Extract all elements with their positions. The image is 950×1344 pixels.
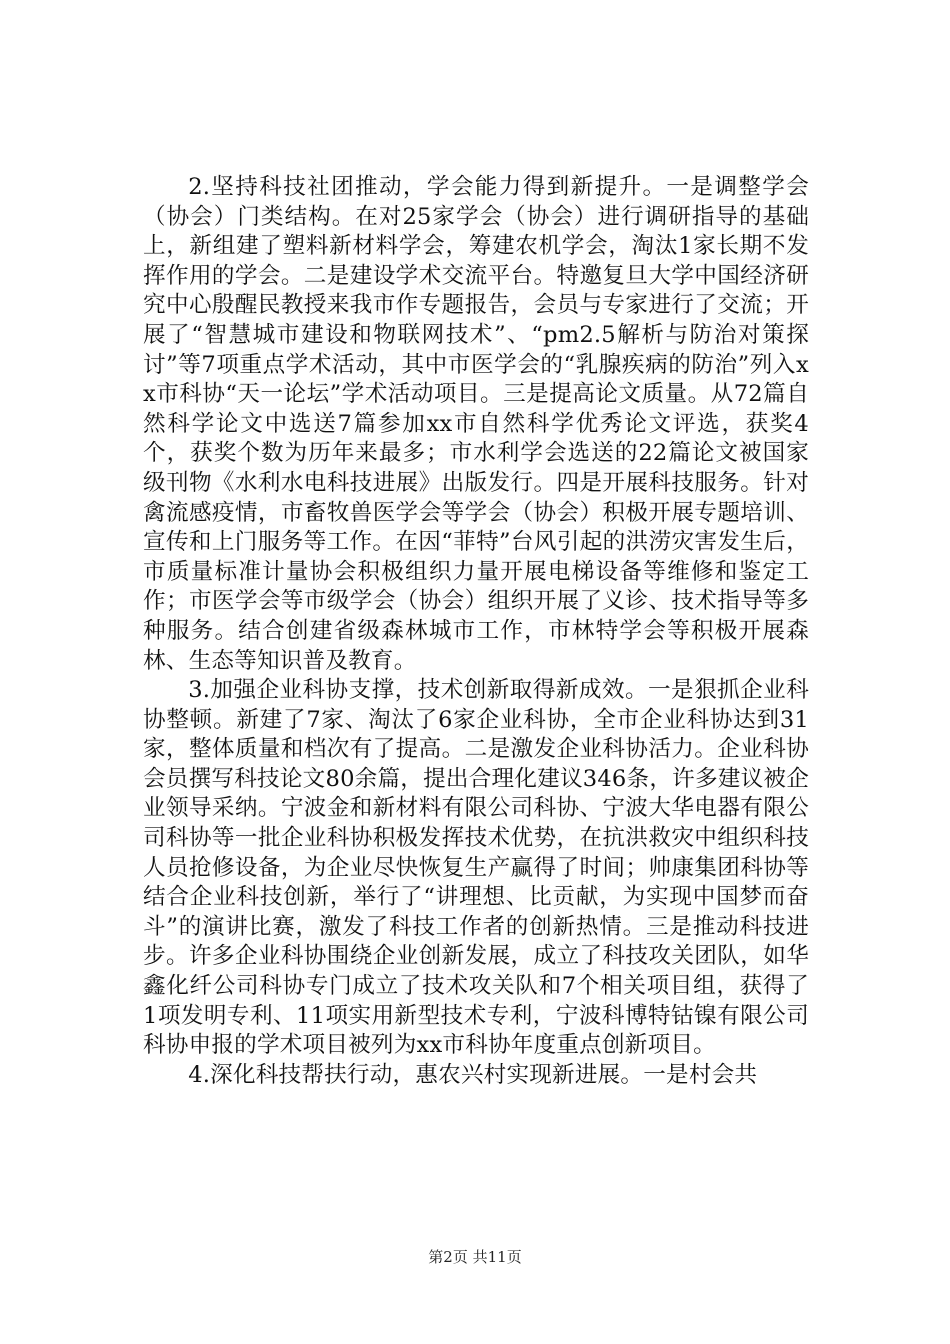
page-footer xyxy=(0,1246,950,1267)
paragraph-4: 4.深化科技帮扶行动，惠农兴村实现新进展。一是村会共 xyxy=(188,1061,758,1088)
paragraph-3: 3.加强企业科协支撑，技术创新取得新成效。一是狠抓企业科协整顿。新建了7家、淘汰了6家企业科协，全市企业科协达到31家，整体质量和档次有了提高。二是激发企业科协活力。企业科协会员撰写科技论文80余篇，提出合理化建议346条，许多建议被企业领导采纳。宁波金和新材料有限公司科协、宁波大华电器有限公司科协等一批企业科协积极发挥技术优势，在抗洪救灾中组织科技人员抢修设备，为企业尽快恢复生产赢得了时间；帅康集团科协等结合企业科技创新，举行了“讲理想、比贡献，为实现中国梦而奋斗”的演讲比赛，激发了科技工作者的创新热情。三是推动科技进步。许多企业科协围绕企业创新发展，成立了科技攻关团队，如华鑫化纤公司科协专门成立了技术攻关队和7个相关项目组，获得了1项发明专利、11项实用新型技术专利，宁波科博特钴镍有限公司科协申报的学术项目被列为xx市科协年度重点创新项目。 xyxy=(143,677,809,1059)
document-body xyxy=(143,173,809,1090)
page-number: 第2页 共11页 xyxy=(428,1248,522,1266)
paragraph-2: 2.坚持科技社团推动，学会能力得到新提升。一是调整学会（协会）门类结构。在对25家学会（协会）进行调研指导的基础上，新组建了塑料新材料学会，筹建农机学会，淘汰1家长期不发挥作用的学会。二是建设学术交流平台。特邀复旦大学中国经济研究中心殷醒民教授来我市作专题报告，会员与专家进行了交流；开展了“智慧城市建设和物联网技术”、“pm2.5解析与防治对策探讨”等7项重点学术活动，其中市医学会的“乳腺疾病的防治”列入xx市科协“天一论坛”学术活动项目。三是提高论文质量。从72篇自然科学论文中选送7篇参加xx市自然科学优秀论文评选，获奖4个，获奖个数为历年来最多；市水利学会选送的22篇论文被国家级刊物《水利水电科技进展》出版发行。四是开展科技服务。针对禽流感疫情，市畜牧兽医学会等学会（协会）积极开展专题培训、宣传和上门服务等工作。在因“菲特”台风引起的洪涝灾害发生后，市质量标准计量协会积极组织力量开展电梯设备等维修和鉴定工作；市医学会等市级学会（协会）组织开展了义诊、技术指导等多种服务。结合创建省级森林城市工作，市林特学会等积极开展森林、生态等知识普及教育。 xyxy=(143,174,809,674)
